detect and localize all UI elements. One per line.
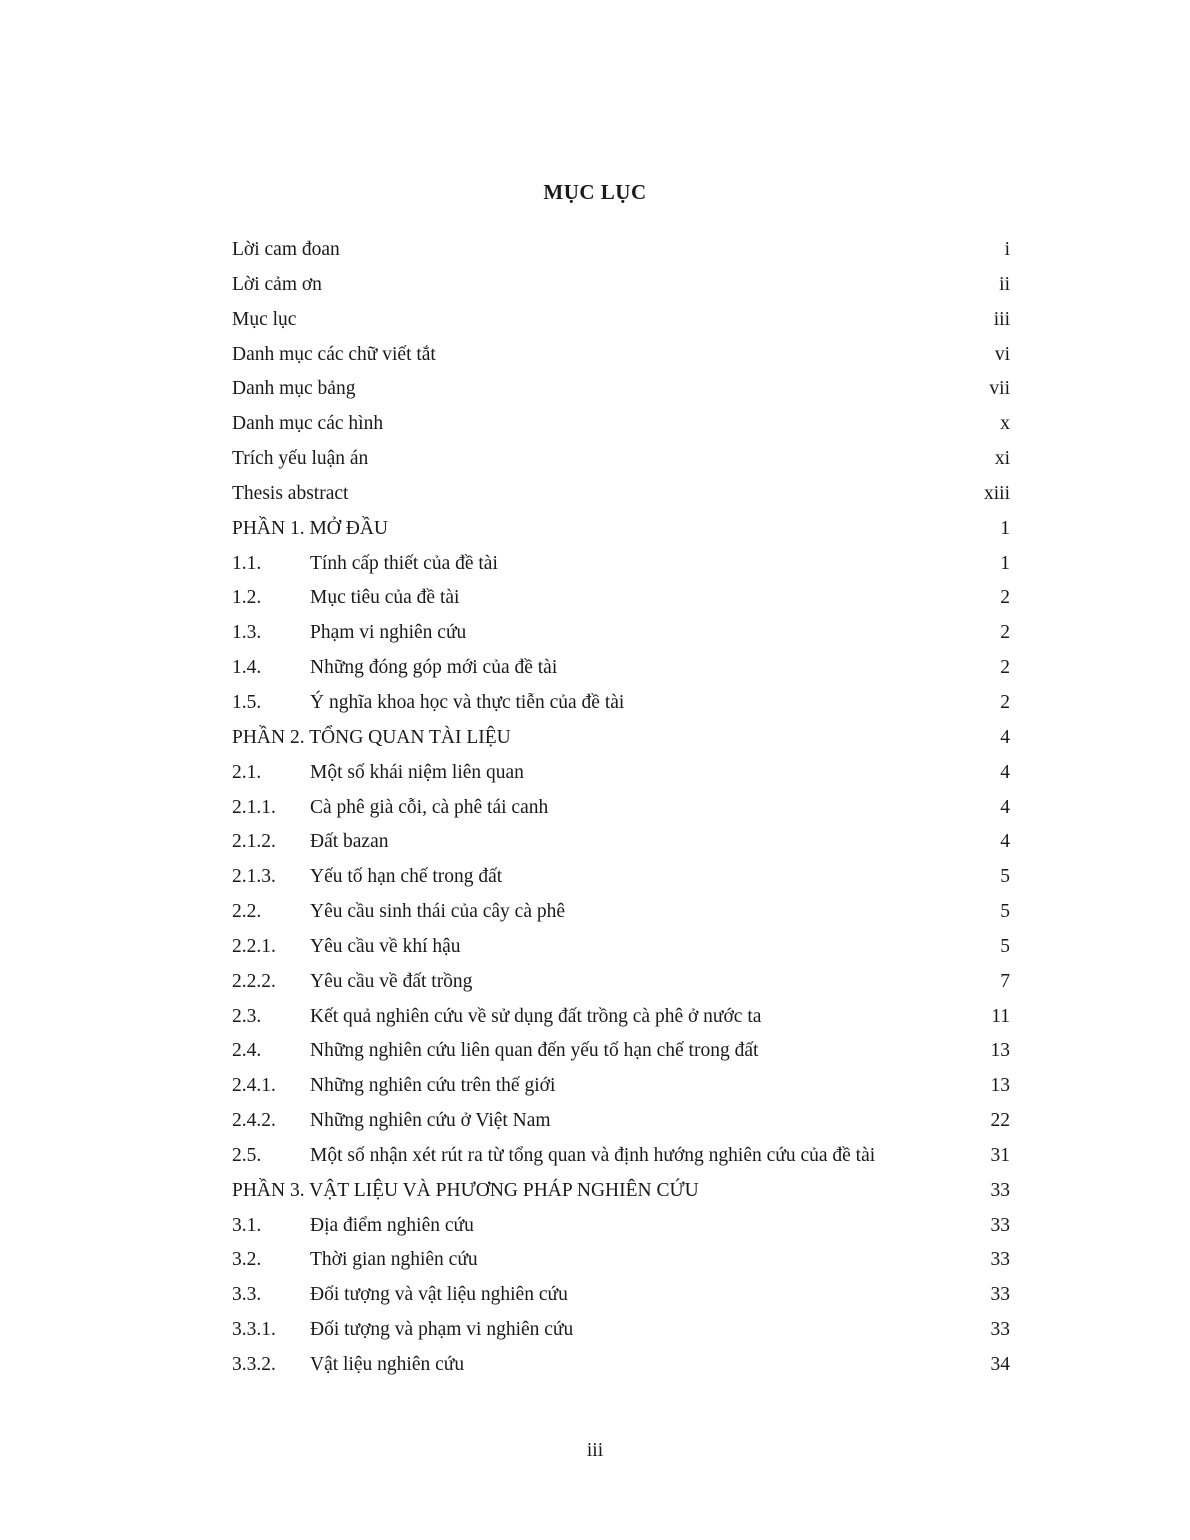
- table-of-contents: [232, 233, 1010, 1383]
- toc-entry-page: 33: [990, 1249, 1010, 1271]
- toc-entry-number: 1.2.: [232, 587, 262, 609]
- toc-entry-number: 1.1.: [232, 552, 262, 574]
- page-title: MỤC LỤC: [543, 180, 647, 204]
- toc-entry-title: Cà phê già cỗi, cà phê tái canh: [310, 796, 549, 818]
- toc-entry-number: 2.2.: [232, 901, 262, 923]
- toc-entry: [232, 721, 1010, 756]
- toc-entry-number: 3.2.: [232, 1249, 262, 1271]
- toc-entry-title: Một số khái niệm liên quan: [310, 761, 524, 783]
- toc-entry-number: 3.1.: [232, 1214, 262, 1236]
- toc-entry: [232, 547, 1010, 582]
- toc-entry-page: 5: [1000, 866, 1010, 888]
- toc-entry: [232, 1209, 1010, 1244]
- toc-entry-title: Yêu cầu sinh thái của cây cà phê: [310, 901, 566, 923]
- toc-entry: [232, 616, 1010, 651]
- toc-entry-number: 2.1.2.: [232, 831, 276, 853]
- toc-entry-title: PHẦN 1. MỞ ĐẦU: [232, 517, 389, 539]
- toc-entry-number: 3.3.1.: [232, 1319, 276, 1341]
- toc-entry-title: Mục lục: [232, 308, 297, 330]
- toc-entry-page: iii: [993, 308, 1010, 330]
- toc-entry: [232, 1243, 1010, 1278]
- toc-entry: [232, 303, 1010, 338]
- toc-entry-title: Đối tượng và vật liệu nghiên cứu: [310, 1284, 568, 1306]
- toc-entry-page: xiii: [983, 482, 1010, 504]
- toc-entry-number: 2.5.: [232, 1144, 262, 1166]
- toc-entry-page: x: [1000, 413, 1010, 435]
- toc-entry: [232, 581, 1010, 616]
- toc-entry: [232, 1104, 1010, 1139]
- toc-entry-number: 2.3.: [232, 1005, 262, 1027]
- toc-entry-page: ii: [999, 273, 1010, 295]
- toc-entry: [232, 1034, 1010, 1069]
- toc-entry-title: Mục tiêu của đề tài: [310, 587, 460, 609]
- toc-entry: [232, 442, 1010, 477]
- toc-entry-page: i: [1004, 239, 1010, 260]
- toc-entry-number: 3.3.: [232, 1284, 262, 1306]
- toc-entry-page: 1: [1000, 517, 1010, 539]
- toc-entry-title: Yếu tố hạn chế trong đất: [310, 866, 503, 888]
- toc-entry-page: 1: [1000, 552, 1010, 574]
- toc-entry-number: 2.4.2.: [232, 1110, 276, 1132]
- toc-entry-page: 13: [990, 1040, 1010, 1062]
- toc-entry-title: Trích yếu luận án: [232, 448, 369, 470]
- toc-entry-page: xi: [994, 448, 1010, 470]
- toc-entry: [232, 895, 1010, 930]
- toc-entry-title: Danh mục các hình: [232, 413, 384, 435]
- toc-entry-number: 2.4.: [232, 1040, 262, 1062]
- toc-entry: [232, 1069, 1010, 1104]
- toc-entry: [232, 651, 1010, 686]
- toc-entry: [232, 756, 1010, 791]
- toc-entry-page: 7: [1000, 970, 1010, 992]
- toc-entry-title: Yêu cầu về khí hậu: [310, 935, 461, 957]
- toc-entry-number: 1.5.: [232, 691, 262, 713]
- toc-entry: [232, 1139, 1010, 1174]
- toc-entry: [232, 860, 1010, 895]
- toc-entry-number: 1.3.: [232, 622, 262, 644]
- toc-entry-page: 2: [1000, 657, 1010, 679]
- toc-entry-number: 2.1.: [232, 761, 262, 783]
- toc-entry-page: 33: [990, 1284, 1010, 1306]
- toc-entry: [232, 1313, 1010, 1348]
- toc-entry-title: PHẦN 3. VẬT LIỆU VÀ PHƯƠNG PHÁP NGHIÊN CỨU: [232, 1179, 699, 1201]
- toc-entry-title: Tính cấp thiết của đề tài: [310, 552, 498, 574]
- toc-entry-title: Kết quả nghiên cứu về sử dụng đất trồng cà phê ở nước ta: [310, 1005, 762, 1027]
- toc-entry-number: 2.4.1.: [232, 1075, 276, 1097]
- toc-entry-title: Những nghiên cứu trên thế giới: [310, 1075, 556, 1097]
- toc-entry-title: Những nghiên cứu liên quan đến yếu tố hạn chế trong đất: [310, 1040, 759, 1062]
- toc-entry-number: 2.2.2.: [232, 970, 276, 992]
- toc-entry-page: 11: [991, 1005, 1010, 1027]
- toc-entry-page: 33: [990, 1319, 1010, 1341]
- toc-entry-title: Thesis abstract: [232, 482, 349, 504]
- toc-entry: [232, 930, 1010, 965]
- toc-entry-page: 31: [990, 1144, 1010, 1166]
- toc-entry-number: 2.1.3.: [232, 866, 276, 888]
- toc-entry-page: 13: [990, 1075, 1010, 1097]
- toc-entry: [232, 512, 1010, 547]
- toc-entry-page: 4: [1000, 831, 1010, 853]
- toc-entry-number: 1.4.: [232, 657, 262, 679]
- toc-entry-page: 33: [990, 1214, 1010, 1236]
- toc-entry-title: Những nghiên cứu ở Việt Nam: [310, 1110, 551, 1132]
- toc-entry: [232, 268, 1010, 303]
- toc-entry-page: vii: [989, 378, 1010, 400]
- toc-entry-page: 2: [1000, 587, 1010, 609]
- toc-entry: [232, 1000, 1010, 1035]
- toc-entry-title: PHẦN 2. TỔNG QUAN TÀI LIỆU: [232, 726, 511, 748]
- toc-entry-number: 2.2.1.: [232, 935, 276, 957]
- toc-entry: [232, 372, 1010, 407]
- toc-entry-title: Ý nghĩa khoa học và thực tiễn của đề tài: [310, 691, 625, 713]
- toc-entry: [232, 1348, 1010, 1383]
- toc-entry-title: Thời gian nghiên cứu: [310, 1249, 478, 1271]
- toc-entry: [232, 407, 1010, 442]
- toc-entry-page: 4: [1000, 796, 1010, 818]
- toc-entry-page: vi: [994, 343, 1010, 365]
- toc-entry-title: Lời cảm ơn: [232, 273, 322, 295]
- toc-entry-page: 5: [1000, 935, 1010, 957]
- toc-entry: [232, 1174, 1010, 1209]
- toc-entry-page: 2: [1000, 691, 1010, 713]
- toc-entry-title: Vật liệu nghiên cứu: [310, 1354, 465, 1375]
- toc-entry: [232, 825, 1010, 860]
- toc-entry-page: 4: [1000, 761, 1010, 783]
- toc-entry-number: 2.1.1.: [232, 796, 276, 818]
- toc-entry: [232, 686, 1010, 721]
- toc-entry-page: 5: [1000, 901, 1010, 923]
- toc-entry: [232, 1278, 1010, 1313]
- toc-entry: [232, 233, 1010, 268]
- toc-entry-title: Đất bazan: [310, 831, 389, 853]
- toc-entry-page: 34: [990, 1354, 1010, 1375]
- toc-entry: [232, 965, 1010, 1000]
- toc-entry-title: Danh mục bảng: [232, 378, 356, 400]
- toc-entry-title: Những đóng góp mới của đề tài: [310, 657, 558, 679]
- toc-entry-title: Lời cam đoan: [232, 239, 340, 260]
- toc-entry-title: Đối tượng và phạm vi nghiên cứu: [310, 1319, 574, 1341]
- toc-entry-page: 4: [1000, 726, 1010, 748]
- toc-entry-page: 22: [990, 1110, 1010, 1132]
- toc-entry-page: 2: [1000, 622, 1010, 644]
- toc-entry-title: Một số nhận xét rút ra từ tổng quan và định hướng nghiên cứu của đề tài: [310, 1144, 876, 1166]
- toc-entry: [232, 791, 1010, 826]
- toc-entry-title: Phạm vi nghiên cứu: [310, 622, 467, 644]
- toc-entry: [232, 477, 1010, 512]
- toc-entry: [232, 338, 1010, 373]
- toc-entry-title: Danh mục các chữ viết tắt: [232, 343, 436, 365]
- toc-entry-page: 33: [990, 1179, 1010, 1201]
- toc-entry-title: Địa điểm nghiên cứu: [310, 1214, 474, 1236]
- page-number: iii: [586, 1440, 604, 1461]
- toc-entry-title: Yêu cầu về đất trồng: [310, 970, 473, 992]
- toc-entry-number: 3.3.2.: [232, 1354, 276, 1375]
